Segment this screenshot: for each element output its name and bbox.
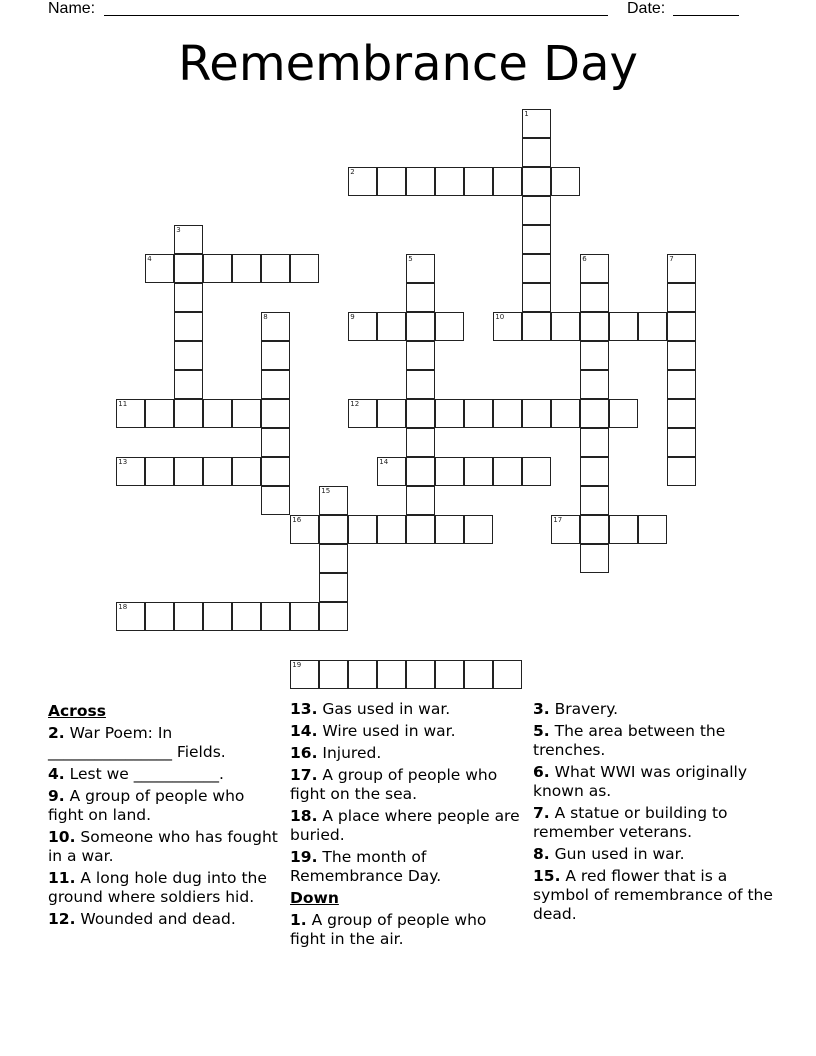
grid-cell[interactable] (290, 602, 319, 631)
clue-down-1: 1. A group of people who fight in the air. (290, 911, 487, 948)
grid-cell[interactable] (435, 660, 464, 689)
grid-cell[interactable] (493, 660, 522, 689)
grid-cell[interactable] (319, 660, 348, 689)
grid-cell[interactable] (145, 602, 174, 631)
down-heading: Down (290, 889, 339, 907)
grid-cell[interactable] (580, 399, 609, 428)
grid-cell[interactable] (667, 254, 696, 283)
grid-cell[interactable] (261, 602, 290, 631)
clue-down-3: 3. Bravery. (533, 700, 619, 718)
clue-down-7: 7. A statue or building to remember veterans. (533, 804, 728, 841)
grid-cell[interactable] (406, 457, 435, 486)
grid-cell[interactable] (203, 457, 232, 486)
grid-cell[interactable] (261, 486, 290, 515)
grid-cell[interactable] (377, 399, 406, 428)
grid-cell[interactable] (377, 457, 406, 486)
grid-cell[interactable] (203, 254, 232, 283)
cell-number: 2 (350, 168, 355, 177)
grid-cell[interactable] (435, 399, 464, 428)
grid-cell[interactable] (406, 370, 435, 399)
cell-number: 16 (292, 516, 302, 525)
grid-cell[interactable] (667, 283, 696, 312)
clues-column-2 (290, 700, 526, 952)
cell-number: 18 (118, 603, 128, 612)
grid-cell[interactable] (580, 370, 609, 399)
grid-cell[interactable] (406, 486, 435, 515)
grid-cell[interactable] (435, 515, 464, 544)
grid-cell[interactable] (609, 515, 638, 544)
clues-column-3 (533, 700, 773, 927)
grid-cell[interactable] (174, 602, 203, 631)
grid-cell[interactable] (435, 312, 464, 341)
clue-across-4: 4. Lest we ___________. (48, 765, 224, 783)
grid-cell[interactable] (319, 486, 348, 515)
grid-cell[interactable] (116, 457, 145, 486)
grid-cell[interactable] (464, 515, 493, 544)
cell-number: 1 (524, 110, 529, 119)
grid-cell[interactable] (580, 312, 609, 341)
grid-cell[interactable] (232, 399, 261, 428)
grid-cell[interactable] (580, 428, 609, 457)
clue-down-5: 5. The area between the trenches. (533, 722, 726, 759)
grid-cell[interactable] (261, 312, 290, 341)
grid-cell[interactable] (493, 312, 522, 341)
grid-cell[interactable] (377, 515, 406, 544)
grid-cell[interactable] (667, 341, 696, 370)
grid-cell[interactable] (580, 341, 609, 370)
cell-number: 13 (118, 458, 128, 467)
date-field[interactable] (673, 15, 739, 16)
grid-cell[interactable] (290, 515, 319, 544)
cell-number: 3 (176, 226, 181, 235)
grid-cell[interactable] (406, 283, 435, 312)
grid-cell[interactable] (261, 399, 290, 428)
grid-cell[interactable] (638, 312, 667, 341)
grid-cell[interactable] (609, 312, 638, 341)
grid-cell[interactable] (174, 457, 203, 486)
grid-cell[interactable] (522, 225, 551, 254)
grid-cell[interactable] (551, 312, 580, 341)
cell-number: 15 (321, 487, 331, 496)
grid-cell[interactable] (551, 515, 580, 544)
grid-cell[interactable] (174, 370, 203, 399)
grid-cell[interactable] (174, 341, 203, 370)
grid-cell[interactable] (435, 457, 464, 486)
grid-cell[interactable] (522, 167, 551, 196)
grid-cell[interactable] (174, 254, 203, 283)
grid-cell[interactable] (464, 457, 493, 486)
grid-cell[interactable] (667, 370, 696, 399)
grid-cell[interactable] (493, 457, 522, 486)
clue-across-18: 18. A place where people are buried. (290, 807, 520, 844)
grid-cell[interactable] (232, 602, 261, 631)
grid-cell[interactable] (261, 341, 290, 370)
clues-column-1 (48, 700, 284, 932)
page-title: Remembrance Day (178, 36, 638, 92)
grid-cell[interactable] (406, 312, 435, 341)
grid-cell[interactable] (232, 457, 261, 486)
grid-cell[interactable] (145, 254, 174, 283)
cell-number: 10 (495, 313, 505, 322)
clue-across-10: 10. Someone who has fought in a war. (48, 828, 278, 865)
clue-across-17: 17. A group of people who fight on the sea. (290, 766, 498, 803)
cell-number: 14 (379, 458, 389, 467)
grid-cell[interactable] (377, 312, 406, 341)
cell-number: 19 (292, 661, 302, 670)
grid-cell[interactable] (522, 254, 551, 283)
cell-number: 9 (350, 313, 355, 322)
grid-cell[interactable] (203, 602, 232, 631)
grid-cell[interactable] (406, 399, 435, 428)
grid-cell[interactable] (174, 283, 203, 312)
grid-cell[interactable] (580, 254, 609, 283)
grid-cell[interactable] (493, 399, 522, 428)
grid-cell[interactable] (290, 660, 319, 689)
grid-cell[interactable] (435, 167, 464, 196)
grid-cell[interactable] (145, 399, 174, 428)
grid-cell[interactable] (406, 341, 435, 370)
grid-cell[interactable] (348, 399, 377, 428)
grid-cell[interactable] (522, 457, 551, 486)
grid-cell[interactable] (203, 399, 232, 428)
grid-cell[interactable] (145, 457, 174, 486)
cell-number: 5 (408, 255, 413, 264)
header (48, 0, 768, 20)
grid-cell[interactable] (464, 167, 493, 196)
grid-cell[interactable] (348, 660, 377, 689)
clue-across-13: 13. Gas used in war. (290, 700, 451, 718)
grid-cell[interactable] (348, 312, 377, 341)
grid-cell[interactable] (522, 196, 551, 225)
grid-cell[interactable] (580, 515, 609, 544)
grid-cell[interactable] (406, 660, 435, 689)
grid-cell[interactable] (522, 312, 551, 341)
clue-across-19: 19. The month of Remembrance Day. (290, 848, 442, 885)
grid-cell[interactable] (580, 544, 609, 573)
grid-cell[interactable] (522, 399, 551, 428)
grid-cell[interactable] (638, 515, 667, 544)
cell-number: 12 (350, 400, 360, 409)
grid-cell[interactable] (406, 515, 435, 544)
cell-number: 11 (118, 400, 128, 409)
grid-cell[interactable] (174, 312, 203, 341)
name-field[interactable] (104, 15, 608, 16)
grid-cell[interactable] (609, 399, 638, 428)
clue-across-2: 2. War Poem: In ________________ Fields. (48, 724, 226, 761)
clue-across-14: 14. Wire used in war. (290, 722, 456, 740)
grid-cell[interactable] (232, 254, 261, 283)
cell-number: 4 (147, 255, 152, 264)
grid-cell[interactable] (174, 399, 203, 428)
grid-cell[interactable] (667, 399, 696, 428)
grid-cell[interactable] (522, 283, 551, 312)
grid-cell[interactable] (290, 254, 319, 283)
grid-cell[interactable] (261, 428, 290, 457)
clue-down-15: 15. A red flower that is a symbol of remembrance of the dead. (533, 867, 773, 923)
across-heading: Across (48, 702, 106, 720)
clue-across-16: 16. Injured. (290, 744, 382, 762)
cell-number: 6 (582, 255, 587, 264)
grid-cell[interactable] (464, 399, 493, 428)
grid-cell[interactable] (319, 544, 348, 573)
cell-number: 17 (553, 516, 563, 525)
grid-cell[interactable] (261, 254, 290, 283)
grid-cell[interactable] (551, 167, 580, 196)
grid-cell[interactable] (406, 254, 435, 283)
grid-cell[interactable] (319, 573, 348, 602)
grid-cell[interactable] (348, 167, 377, 196)
grid-cell[interactable] (261, 457, 290, 486)
grid-cell[interactable] (551, 399, 580, 428)
grid-cell[interactable] (667, 457, 696, 486)
cell-number: 7 (669, 255, 674, 264)
grid-cell[interactable] (348, 515, 377, 544)
grid-cell[interactable] (580, 283, 609, 312)
grid-cell[interactable] (406, 167, 435, 196)
grid-cell[interactable] (667, 312, 696, 341)
grid-cell[interactable] (116, 602, 145, 631)
clue-across-11: 11. A long hole dug into the ground where soldiers hid. (48, 869, 267, 906)
grid-cell[interactable] (580, 486, 609, 515)
grid-cell[interactable] (522, 109, 551, 138)
grid-cell[interactable] (464, 660, 493, 689)
crossword-grid (117, 110, 717, 710)
clue-down-6: 6. What WWI was originally known as. (533, 763, 748, 800)
clue-across-9: 9. A group of people who fight on land. (48, 787, 245, 824)
name-label: Name: (48, 0, 96, 17)
cell-number: 8 (263, 313, 268, 322)
grid-cell[interactable] (493, 167, 522, 196)
grid-cell[interactable] (406, 428, 435, 457)
grid-cell[interactable] (377, 660, 406, 689)
grid-cell[interactable] (319, 515, 348, 544)
grid-cell[interactable] (261, 370, 290, 399)
grid-cell[interactable] (377, 167, 406, 196)
date-label: Date: (627, 0, 666, 17)
grid-cell[interactable] (116, 399, 145, 428)
clue-down-8: 8. Gun used in war. (533, 845, 685, 863)
grid-cell[interactable] (174, 225, 203, 254)
clue-across-12: 12. Wounded and dead. (48, 910, 236, 928)
grid-cell[interactable] (319, 602, 348, 631)
grid-cell[interactable] (522, 138, 551, 167)
grid-cell[interactable] (667, 428, 696, 457)
grid-cell[interactable] (580, 457, 609, 486)
